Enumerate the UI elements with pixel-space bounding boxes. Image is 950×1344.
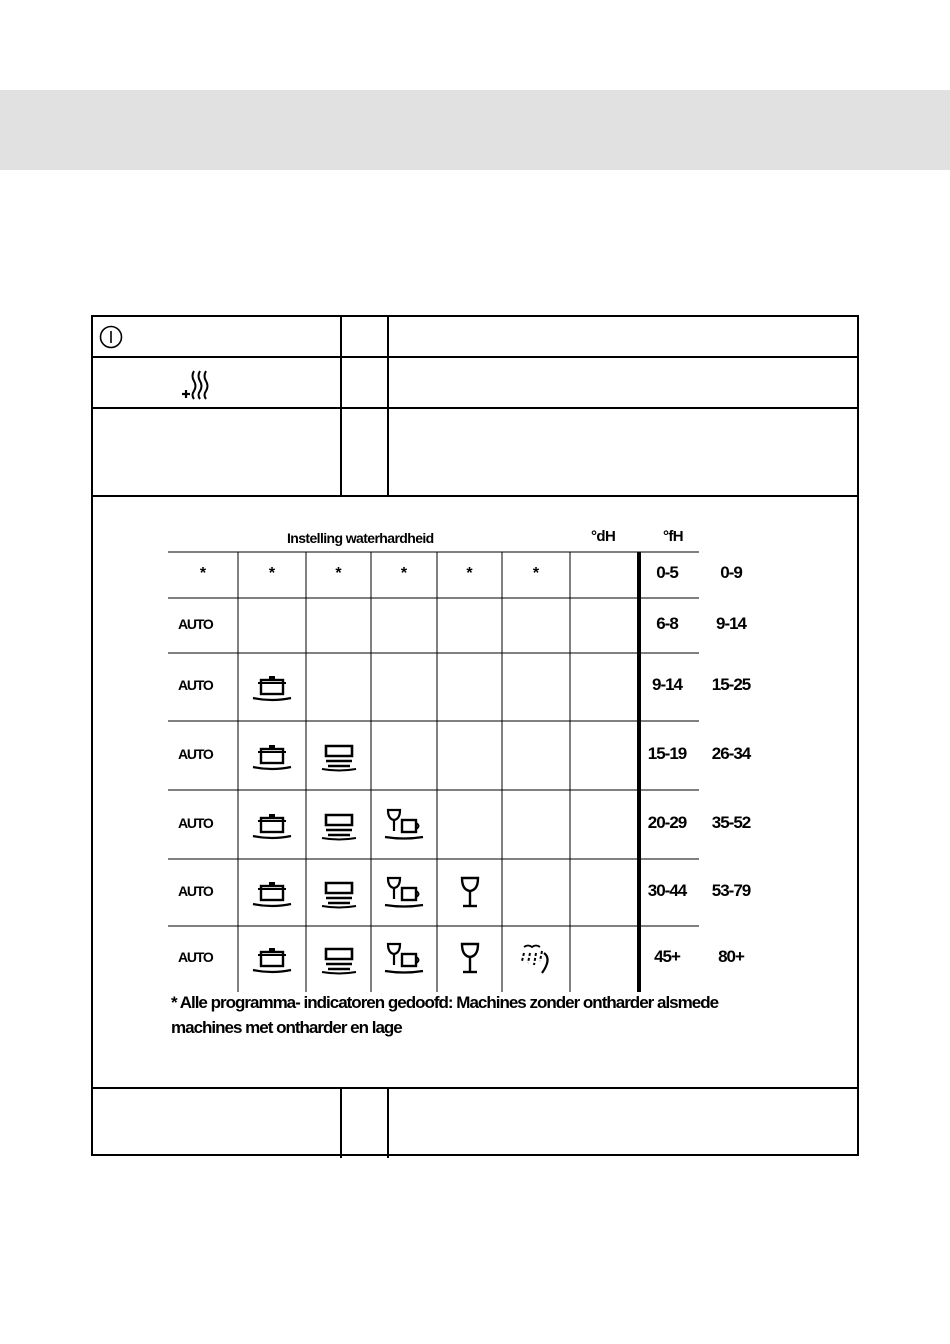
indicator-star: * — [466, 565, 473, 582]
pot-icon — [250, 807, 294, 843]
unit-fh: °fH — [663, 528, 684, 545]
glass-cup-icon — [382, 875, 426, 911]
plates-icon — [317, 807, 361, 843]
value-fh: 26-34 — [711, 743, 751, 763]
header-band — [0, 90, 950, 170]
value-fh: 15-25 — [711, 675, 751, 694]
plates-icon — [317, 875, 361, 911]
indicator-auto: AUTO — [178, 814, 213, 831]
footnote: * Alle programma- indicatoren gedoofd: Machines zonder ontharder alsmede machines met ontharder en lage — [171, 993, 719, 1037]
value-dh: 6-8 — [656, 613, 678, 633]
pot-icon — [250, 875, 294, 911]
value-dh: 30-44 — [647, 880, 687, 900]
indicator-star: * — [199, 565, 207, 582]
indicator-auto: AUTO — [178, 677, 213, 693]
value-dh: 45+ — [654, 947, 680, 966]
wineglass-icon — [448, 941, 492, 977]
value-dh: 15-19 — [647, 743, 687, 763]
indicator-star: * — [335, 565, 342, 582]
settings-table — [91, 315, 859, 1156]
value-fh: 35-52 — [711, 812, 751, 832]
value-dh: 20-29 — [647, 812, 687, 832]
indicator-auto: AUTO — [178, 949, 213, 965]
indicator-star: * — [400, 565, 408, 582]
wineglass-icon — [448, 875, 492, 911]
glass-cup-icon — [382, 807, 426, 843]
glass-cup-icon — [382, 941, 426, 977]
rinse-icon — [514, 941, 558, 977]
value-fh: 9-14 — [715, 613, 747, 633]
value-fh: 53-79 — [711, 880, 751, 900]
unit-dh: °dH — [591, 528, 616, 545]
value-fh: 80+ — [718, 947, 744, 966]
plates-icon — [317, 941, 361, 977]
indicator-auto: AUTO — [178, 615, 213, 632]
pot-icon — [250, 669, 294, 705]
indicator-star: * — [268, 565, 276, 582]
value-fh: 0-9 — [720, 563, 742, 582]
pot-icon — [250, 738, 294, 774]
table-header: Instelling waterhardheid — [287, 530, 434, 546]
value-dh: 0-5 — [656, 563, 678, 582]
pot-icon — [250, 941, 294, 977]
indicator-auto: AUTO — [178, 882, 213, 899]
value-dh: 9-14 — [651, 675, 683, 694]
indicator-star: * — [532, 565, 540, 582]
plates-icon — [317, 738, 361, 774]
indicator-auto: AUTO — [178, 745, 213, 762]
